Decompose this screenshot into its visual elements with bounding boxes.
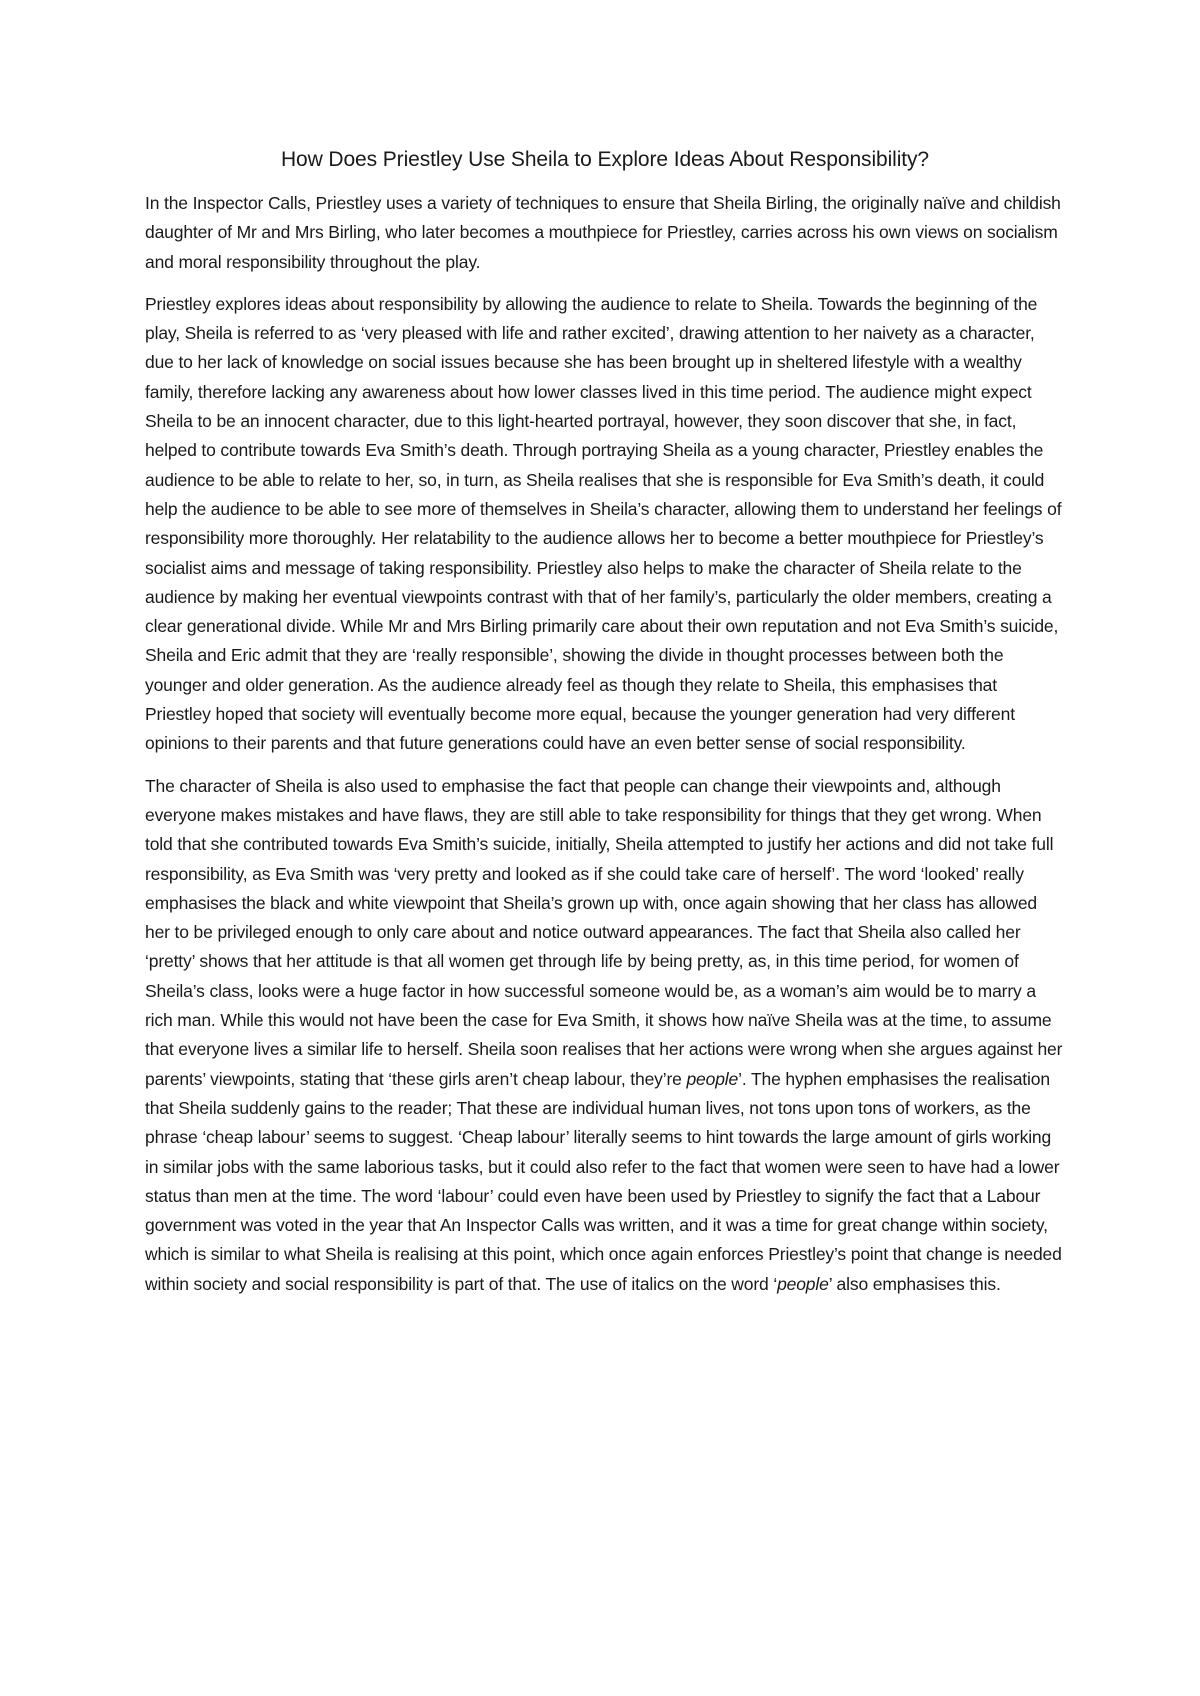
- paragraph-change: [145, 772, 1065, 1299]
- italic-word-people: people: [777, 1273, 829, 1294]
- paragraph-introduction: In the Inspector Calls, Priestley uses a variety of techniques to ensure that Sheila Birling, the originally naïve and childish daughter of Mr and Mrs Birling, who later becomes a mouthpiece for Priestley, carries across his own views on socialism and moral responsibility throughout the play.: [145, 193, 1061, 272]
- italic-word-people: people: [686, 1068, 739, 1089]
- paragraph-text-segment: ’. The hyphen emphasises the realisation that Sheila suddenly gains to the reader; That these are individual human lives, not tons upon tons of workers, as the phrase ‘cheap labour’ seems to suggest. ‘Cheap labour’ literally seems to hint towards the large amount of girls working in similar jobs with the same laborious tasks, but it could also refer to the fact that women were seen to have had a lower status than men at the time. The word ‘labour’ could even have been used by Priestley to signify the fact that a Labour government was voted in the year that An Inspector Calls was written, and it was a time for great change within society, which is similar to what Sheila is realising at this point, which once again enforces Priestley’s point that change is needed within society and social responsibility is part of that. The use of italics on the word ‘: [145, 1068, 1062, 1294]
- paragraph-text-segment: ’ also emphasises this.: [828, 1273, 1001, 1294]
- paragraph-text-segment: The character of Sheila is also used to emphasise the fact that people can change their viewpoints and, although everyone makes mistakes and have flaws, they are still able to take responsibility for things that they get wrong. When told that she contributed towards Eva Smith’s suicide, initially, Sheila attempted to justify her actions and did not take full responsibility, as Eva Smith was ‘very pretty and looked as if she could take care of herself’. The word ‘looked’ really emphasises the black and white viewpoint that Sheila’s grown up with, once again showing that her class has allowed her to be privileged enough to only care about and notice outward appearances. The fact that Sheila also called her ‘pretty’ shows that her attitude is that all women get through life by being pretty, as, in this time period, for women of Sheila’s class, looks were a huge factor in how successful someone would be, as a woman’s aim would be to marry a rich man. While this would not have been the case for Eva Smith, it shows how naïve Sheila was at the time, to assume that everyone lives a similar life to herself. Sheila soon realises that her actions were wrong when she argues against her parents’ viewpoints, stating that ‘these girls aren’t cheap labour, they’re: [145, 775, 1063, 1089]
- paragraph-relatability: Priestley explores ideas about responsibility by allowing the audience to relate to Sheila. Towards the beginning of the play, Sheila is referred to as ‘very pleased with life and rather excited’, drawing attention to her naivety as a character, due to her lack of knowledge on social issues because she has been brought up in sheltered lifestyle with a wealthy family, therefore lacking any awareness about how lower classes lived in this time period. The audience might expect Sheila to be an innocent character, due to this light-hearted portrayal, however, they soon discover that she, in fact, helped to contribute towards Eva Smith’s death. Through portraying Sheila as a young character, Priestley enables the audience to be able to relate to her, so, in turn, as Sheila realises that she is responsible for Eva Smith’s death, it could help the audience to be able to see more of themselves in Sheila’s character, allowing them to understand her feelings of responsibility more thoroughly. Her relatability to the audience allows her to become a better mouthpiece for Priestley’s socialist aims and message of taking responsibility. Priestley also helps to make the character of Sheila relate to the audience by making her eventual viewpoints contrast with that of her family’s, particularly the older members, creating a clear generational divide. While Mr and Mrs Birling primarily care about their own reputation and not Eva Smith’s suicide, Sheila and Eric admit that they are ‘really responsible’, showing the divide in thought processes between both the younger and older generation. As the audience already feel as though they relate to Sheila, this emphasises that Priestley hoped that society will eventually become more equal, because the younger generation had very different opinions to their parents and that future generations could have an even better sense of social responsibility.: [145, 293, 1062, 754]
- document-page: [145, 145, 1065, 1312]
- document-title: How Does Priestley Use Sheila to Explore Ideas About Responsibility?: [280, 148, 930, 171]
